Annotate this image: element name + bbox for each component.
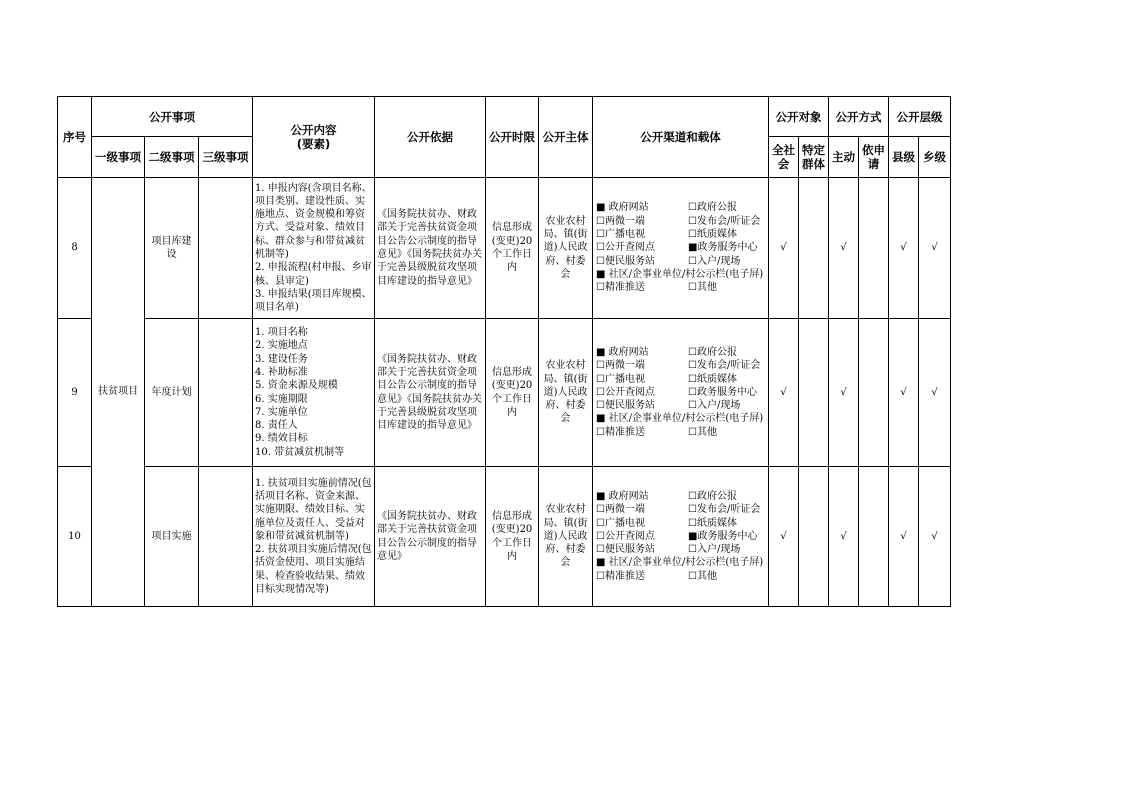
- header-level-county: 县级: [889, 137, 919, 178]
- row-channels: [593, 467, 769, 607]
- channel-item: ☐广播电视: [596, 373, 645, 385]
- row-level-town: √: [919, 467, 951, 607]
- channel-item: ☐便民服务站: [596, 544, 655, 556]
- channel-item: ☐发布会/听证会: [688, 360, 761, 372]
- row-seq: 8: [58, 178, 92, 319]
- channel-item: ☐公开查阅点: [596, 242, 655, 254]
- channel-item: ■ 社区/企事业单位/村公示栏(电子屏): [596, 413, 764, 425]
- header-basis: 公开依据: [375, 97, 486, 178]
- channel-item: ☐便民服务站: [596, 255, 655, 267]
- table-row: [58, 178, 951, 319]
- row-basis: [375, 178, 486, 319]
- row-level2-text: 项目库建设: [151, 235, 192, 260]
- row-time: [486, 178, 539, 319]
- row-channels: [593, 178, 769, 319]
- table-row: [58, 467, 951, 607]
- row-method-request: [859, 178, 889, 319]
- row-subject-text: 农业农村局、镇(街道)人民政府、村委会: [543, 215, 588, 280]
- row-subject: [539, 467, 593, 607]
- row-seq: 10: [58, 467, 92, 607]
- row-time-text: 信息形成(变更)20个工作日内: [491, 510, 533, 562]
- row-time: [486, 467, 539, 607]
- channel-item: ☐精准推送: [596, 282, 645, 294]
- row-basis: [375, 319, 486, 467]
- row-seq: 9: [58, 319, 92, 467]
- channel-item: ☐两微一端: [596, 504, 645, 516]
- row-target-group: [799, 467, 829, 607]
- row-level-town: √: [919, 178, 951, 319]
- row-level2: [145, 178, 199, 319]
- channel-item: ☐政务服务中心: [688, 386, 757, 398]
- header-method-active: 主动: [829, 137, 859, 178]
- channel-list: [593, 201, 768, 294]
- header-level3: 三级事项: [199, 137, 253, 178]
- row-content: [253, 319, 375, 467]
- channel-item: ■政务服务中心: [688, 530, 758, 542]
- channel-item: ☐政府公报: [688, 202, 737, 214]
- channel-item: ☐其他: [688, 426, 717, 438]
- channel-item: ☐其他: [688, 570, 717, 582]
- header-level: 公开层级: [889, 97, 951, 137]
- channel-item: ☐广播电视: [596, 229, 645, 241]
- row-level-county: √: [889, 467, 919, 607]
- channel-item: ■政务服务中心: [688, 242, 758, 254]
- disclosure-table: [57, 96, 951, 607]
- channel-item: ☐纸质媒体: [688, 517, 737, 529]
- row-basis: [375, 467, 486, 607]
- row-basis-text: 《国务院扶贫办、财政部关于完善扶贫资金项目公告公示制度的指导意见》《国务院扶贫办关于完善县级脱贫攻坚项目库建设的指导意见》: [377, 209, 483, 287]
- row-target-group: [799, 178, 829, 319]
- channel-item: ■ 社区/企事业单位/村公示栏(电子屏): [596, 557, 764, 569]
- channel-item: ☐公开查阅点: [596, 530, 655, 542]
- row-time: [486, 319, 539, 467]
- header-target-group-line1: 特定: [802, 143, 826, 157]
- channel-item: ☐发布会/听证会: [688, 215, 761, 227]
- channel-item: ☐入户/现场: [688, 255, 741, 267]
- row-method-request: [859, 467, 889, 607]
- channel-item: ☐纸质媒体: [688, 229, 737, 241]
- header-channels: 公开渠道和载体: [593, 97, 769, 178]
- row-content-text: 1. 申报内容(含项目名称、项目类别、建设性质、实施地点、资金规模和筹资方式、受益对象、绩效目标、群众参与和带贫减贫机制等) 2. 申报流程(村申报、乡审核、县审定) 3. 申报结果(项目库规模、项目名单): [255, 182, 372, 314]
- row-time-text: 信息形成(变更)20个工作日内: [491, 222, 533, 274]
- channel-item: ■ 社区/企事业单位/村公示栏(电子屏): [596, 268, 764, 280]
- header-content-line2: (要素): [296, 137, 331, 151]
- header-time: 公开时限: [486, 97, 539, 178]
- channel-item: ☐精准推送: [596, 570, 645, 582]
- header-level-town: 乡级: [919, 137, 951, 178]
- channel-item: ☐发布会/听证会: [688, 504, 761, 516]
- row-subject: [539, 319, 593, 467]
- row-level2: [145, 467, 199, 607]
- channel-item: ☐其他: [688, 282, 717, 294]
- channel-item: ■ 政府网站: [596, 490, 649, 502]
- header-target-all-line1: 全社: [772, 143, 796, 157]
- row-content-text: 1. 扶贫项目实施前情况(包括项目名称、资金来源、实施期限、绩效目标、实施单位及责任人、受益对象和带贫减贫机制等) 2. 扶贫项目实施后情况(包括资金使用、项目实施结果、检查验收结果、绩效目标实现情况等): [255, 477, 372, 596]
- row-level3: [199, 178, 253, 319]
- row-level-county: √: [889, 319, 919, 467]
- row-subject-text: 农业农村局、镇(街道)人民政府、村委会: [543, 360, 588, 425]
- header-level2: 二级事项: [145, 137, 199, 178]
- row-target-all: √: [769, 178, 799, 319]
- row-level3: [199, 319, 253, 467]
- channel-item: ☐纸质媒体: [688, 373, 737, 385]
- row-basis-text: 《国务院扶贫办、财政部关于完善扶贫资金项目公告公示制度的指导意见》: [377, 510, 478, 562]
- header-subject: 公开主体: [539, 97, 593, 178]
- channel-item: ☐入户/现场: [688, 544, 741, 556]
- channel-item: ☐广播电视: [596, 517, 645, 529]
- header-target-group-line2: 群体: [802, 157, 826, 171]
- channel-list: [593, 346, 768, 439]
- header-seq: 序号: [58, 97, 92, 178]
- header-target-all-line2: 会: [777, 157, 790, 171]
- row-level-town: √: [919, 319, 951, 467]
- table-row: [58, 319, 951, 467]
- channel-item: ☐政府公报: [688, 490, 737, 502]
- row-target-all: √: [769, 319, 799, 467]
- header-method: 公开方式: [829, 97, 889, 137]
- row-method-active: √: [829, 319, 859, 467]
- header-target-all: [769, 137, 799, 178]
- row-method-request: [859, 319, 889, 467]
- channel-list: [593, 490, 768, 583]
- row-content-text: 1. 项目名称 2. 实施地点 3. 建设任务 4. 补助标准 5. 资金来源及规模 6. 实施期限 7. 实施单位 8. 责任人 9. 绩效目标 10. 带贫减贫机制等: [255, 327, 345, 458]
- row-channels: [593, 319, 769, 467]
- row-level2-text: 项目实施: [151, 530, 192, 542]
- row-level-county: √: [889, 178, 919, 319]
- channel-item: ☐入户/现场: [688, 400, 741, 412]
- header-content-line1: 公开内容: [290, 123, 337, 137]
- row-basis-text: 《国务院扶贫办、财政部关于完善扶贫资金项目公告公示制度的指导意见》《国务院扶贫办关于完善县级脱贫攻坚项目库建设的指导意见》: [377, 353, 483, 432]
- channel-item: ■ 政府网站: [596, 202, 649, 214]
- header-method-request-line2: 请: [867, 157, 880, 171]
- channel-item: ☐政府公报: [688, 346, 737, 358]
- header-method-request-line1: 依申: [862, 143, 886, 157]
- channel-item: ☐公开查阅点: [596, 386, 655, 398]
- row-level3: [199, 467, 253, 607]
- header-content: [253, 97, 375, 178]
- row-level2-text: 年度计划: [151, 386, 192, 398]
- header-level1: 一级事项: [92, 137, 145, 178]
- group-label: 扶贫项目: [92, 178, 145, 607]
- header-items: 公开事项: [92, 97, 253, 137]
- row-subject-text: 农业农村局、镇(街道)人民政府、村委会: [543, 504, 588, 569]
- channel-item: ☐两微一端: [596, 360, 645, 372]
- header-target: 公开对象: [769, 97, 829, 137]
- header-method-request: [859, 137, 889, 178]
- row-content: [253, 178, 375, 319]
- row-level2: [145, 319, 199, 467]
- row-target-group: [799, 319, 829, 467]
- row-method-active: √: [829, 178, 859, 319]
- channel-item: ☐便民服务站: [596, 400, 655, 412]
- channel-item: ☐两微一端: [596, 215, 645, 227]
- row-method-active: √: [829, 467, 859, 607]
- row-target-all: √: [769, 467, 799, 607]
- channel-item: ☐精准推送: [596, 426, 645, 438]
- channel-item: ■ 政府网站: [596, 346, 649, 358]
- row-subject: [539, 178, 593, 319]
- row-content: [253, 467, 375, 607]
- row-time-text: 信息形成(变更)20个工作日内: [491, 366, 533, 418]
- header-target-group: [799, 137, 829, 178]
